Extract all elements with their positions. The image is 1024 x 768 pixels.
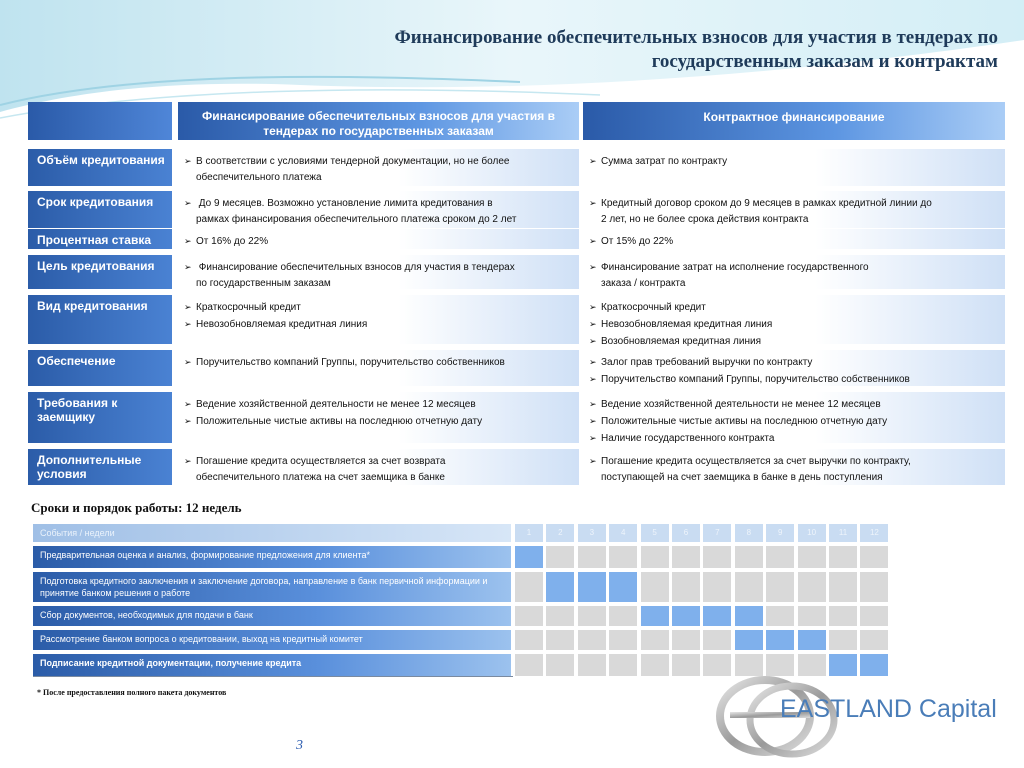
list-item-text: Кредитный договор сроком до 9 месяцев в рамках кредитной линии до [601,198,932,209]
list-item-text: обеспечительного платежа [196,172,322,183]
bullet-arrow-icon: ➢ [184,262,192,272]
list-item-text: Краткосрочный кредит [196,302,301,313]
task-label: Предварительная оценка и анализ, формирование предложения для клиента* [33,546,511,568]
cell-tender [178,149,579,186]
table-row [28,255,1005,289]
list-item-text: Ведение хозяйственной деятельности не менее 12 месяцев [196,399,476,410]
header-corner [28,102,172,140]
week-cell [829,572,857,602]
schedule-header-label: События / недели [33,524,511,542]
week-cell [578,546,606,568]
week-cell [829,630,857,650]
table-row [28,392,1005,443]
bullet-arrow-icon: ➢ [589,433,597,443]
week-cell [546,572,574,602]
cell-contract [583,350,1005,386]
row-label: Вид кредитования [28,295,172,344]
week-header-cell: 3 [578,524,606,542]
week-cell [860,546,888,568]
row-label: Требования к заемщику [28,392,172,443]
schedule-row [33,572,891,602]
week-cell [609,546,637,568]
week-cell [703,572,731,602]
list-item [184,259,573,276]
list-item [184,299,573,316]
bullet-arrow-icon: ➢ [184,399,192,409]
list-item-text: Невозобновляемая кредитная линия [196,319,368,330]
list-item-text: Поручительство компаний Группы, поручительство собственников [601,374,910,385]
schedule-row [33,630,891,650]
cell-tender [178,191,579,228]
week-cell [672,546,700,568]
week-cell [860,630,888,650]
week-cell [798,546,826,568]
week-cell [735,546,763,568]
week-cell [766,546,794,568]
list-item-text: Финансирование затрат на исполнение государственного [601,262,869,273]
list-item [589,259,999,276]
week-cell [546,654,574,676]
cell-contract [583,149,1005,186]
week-cell [641,546,669,568]
week-header-cell: 8 [735,524,763,542]
table-row [28,229,1005,249]
list-item [589,413,999,430]
row-label: Срок кредитования [28,191,172,228]
week-cell [672,630,700,650]
list-item-text: по государственным заказам [196,278,331,289]
task-label: Подписание кредитной документации, получение кредита [33,654,511,676]
list-item [589,316,999,333]
list-item [184,233,573,250]
week-header-cell: 12 [860,524,888,542]
week-cell [672,572,700,602]
page-number: 3 [296,738,303,753]
list-item-text: Положительные чистые активы на последнюю отчетную дату [601,416,888,427]
list-item [589,195,999,212]
week-header-cell: 1 [515,524,543,542]
bullet-arrow-icon: ➢ [184,302,192,312]
row-label: Объём кредитования [28,149,172,186]
week-header-cell: 5 [641,524,669,542]
list-item [184,413,573,430]
table-row [28,295,1005,347]
bullet-arrow-icon: ➢ [589,319,597,329]
row-label: Процентная ставка [28,229,172,249]
list-item [184,396,573,413]
bullet-arrow-icon: ➢ [589,198,597,208]
bullet-arrow-icon: ➢ [184,156,192,166]
list-item-text: поступающей на счет заемщика в банке в день поступления [601,472,883,483]
week-cell [609,630,637,650]
week-cell [546,546,574,568]
week-cell [515,630,543,650]
logo-text: EASTLAND Capital [780,695,997,723]
week-cell [735,606,763,626]
week-cell [703,606,731,626]
bullet-arrow-icon: ➢ [184,319,192,329]
list-item-text: Краткосрочный кредит [601,302,706,313]
table-row [28,449,1005,485]
bullet-arrow-icon: ➢ [589,399,597,409]
list-item-text: Залог прав требований выручки по контракту [601,357,813,368]
cell-tender [178,255,579,289]
week-cell [798,630,826,650]
bullet-arrow-icon: ➢ [589,236,597,246]
week-cell [829,606,857,626]
week-cell [609,654,637,676]
list-item-text: Финансирование обеспечительных взносов для участия в тендерах [196,262,515,273]
column-header-contract: Контрактное финансирование [583,102,1005,140]
list-item-text: Возобновляемая кредитная линия [601,336,761,347]
week-cell [515,606,543,626]
week-cell [766,572,794,602]
week-cell [829,546,857,568]
week-cell [515,654,543,676]
list-item [184,195,573,212]
list-item [184,354,573,371]
cell-contract [583,191,1005,228]
table-row [28,350,1005,386]
column-header-tender: Финансирование обеспечительных взносов для участия в тендерах по государственных заказам [178,102,579,140]
list-item [589,299,999,316]
week-cell [641,630,669,650]
cell-tender [178,350,579,386]
list-item-text: обеспечительного платежа на счет заемщика в банке [196,472,445,483]
table-row [28,191,1005,228]
cell-tender [178,295,579,344]
week-cell [798,572,826,602]
week-cell [641,654,669,676]
list-item-text: Погашение кредита осуществляется за счет возврата [196,456,446,467]
list-item-text: До 9 месяцев. Возможно установление лимита кредитования в [196,198,493,209]
list-item [184,453,573,470]
week-cell [766,606,794,626]
bullet-arrow-icon: ➢ [184,416,192,426]
row-label: Обеспечение [28,350,172,386]
list-item-text: Поручительство компаний Группы, поручительство собственников [196,357,505,368]
task-label: Рассмотрение банком вопроса о кредитовании, выход на кредитный комитет [33,630,511,650]
week-header-cell: 4 [609,524,637,542]
list-item-text: От 15% до 22% [601,236,674,247]
bullet-arrow-icon: ➢ [589,357,597,367]
list-item-text: Невозобновляемая кредитная линия [601,319,773,330]
bullet-arrow-icon: ➢ [589,156,597,166]
bullet-arrow-icon: ➢ [184,236,192,246]
list-item [589,153,999,170]
list-item [589,233,999,250]
cell-contract [583,449,1005,485]
cell-contract [583,255,1005,289]
list-item-text: 2 лет, но не более срока действия контракта [601,214,809,225]
bullet-arrow-icon: ➢ [589,416,597,426]
list-item [589,333,999,350]
week-cell [578,654,606,676]
cell-contract [583,295,1005,347]
week-header-cell: 7 [703,524,731,542]
task-label: Сбор документов, необходимых для подачи в банк [33,606,511,626]
list-item [589,354,999,371]
week-cell [672,606,700,626]
cell-contract [583,229,1005,249]
row-label: Дополнительные условия [28,449,172,485]
divider-line [33,676,513,677]
week-cell [766,630,794,650]
week-cell [641,606,669,626]
page-title: Финансирование обеспечительных взносов для участия в тендерах по государственным заказам и контрактам [394,27,998,72]
schedule-header-row [33,524,891,542]
schedule-row [33,606,891,626]
week-cell [641,572,669,602]
bullet-arrow-icon: ➢ [589,336,597,346]
bullet-arrow-icon: ➢ [589,374,597,384]
week-cell [609,572,637,602]
week-cell [860,606,888,626]
week-cell [798,606,826,626]
week-cell [735,572,763,602]
footnote: * После предоставления полного пакета документов [37,688,227,697]
list-item-text: Погашение кредита осуществляется за счет выручки по контракту, [601,456,911,467]
week-cell [578,572,606,602]
week-cell [672,654,700,676]
week-header-cell: 11 [829,524,857,542]
list-item-text: заказа / контракта [601,278,686,289]
week-cell [515,572,543,602]
week-cell [515,546,543,568]
cell-contract [583,392,1005,443]
bullet-arrow-icon: ➢ [589,302,597,312]
row-label: Цель кредитования [28,255,172,289]
table-header-row [28,102,1005,140]
week-cell [703,546,731,568]
list-item [589,430,999,447]
week-header-cell: 9 [766,524,794,542]
bullet-arrow-icon: ➢ [184,198,192,208]
list-item [589,371,999,388]
list-item-text: Сумма затрат по контракту [601,156,728,167]
week-cell [735,630,763,650]
cell-tender [178,449,579,485]
cell-tender [178,229,579,249]
bullet-arrow-icon: ➢ [184,456,192,466]
list-item-text: рамках финансирования обеспечительного платежа сроком до 2 лет [196,214,517,225]
week-cell [578,630,606,650]
list-item-text: Наличие государственного контракта [601,433,775,444]
week-cell [546,606,574,626]
week-header-cell: 2 [546,524,574,542]
list-item [589,453,999,470]
list-item-text: Ведение хозяйственной деятельности не менее 12 месяцев [601,399,881,410]
bullet-arrow-icon: ➢ [184,357,192,367]
schedule-title: Сроки и порядок работы: 12 недель [31,500,242,515]
bullet-arrow-icon: ➢ [589,456,597,466]
cell-tender [178,392,579,443]
list-item-text: Положительные чистые активы на последнюю отчетную дату [196,416,483,427]
week-header-cell: 6 [672,524,700,542]
list-item [589,396,999,413]
bullet-arrow-icon: ➢ [589,262,597,272]
list-item-text: От 16% до 22% [196,236,269,247]
week-cell [609,606,637,626]
week-cell [546,630,574,650]
list-item [184,153,573,170]
week-cell [578,606,606,626]
table-row [28,149,1005,186]
list-item [184,316,573,333]
week-header-cell: 10 [798,524,826,542]
schedule-row [33,546,891,568]
task-label: Подготовка кредитного заключения и заключение договора, направление в банк первичной информации и принятие банком решения о работе [33,572,511,602]
list-item-text: В соответствии с условиями тендерной документации, но не более [196,156,510,167]
week-cell [703,630,731,650]
week-cell [860,572,888,602]
